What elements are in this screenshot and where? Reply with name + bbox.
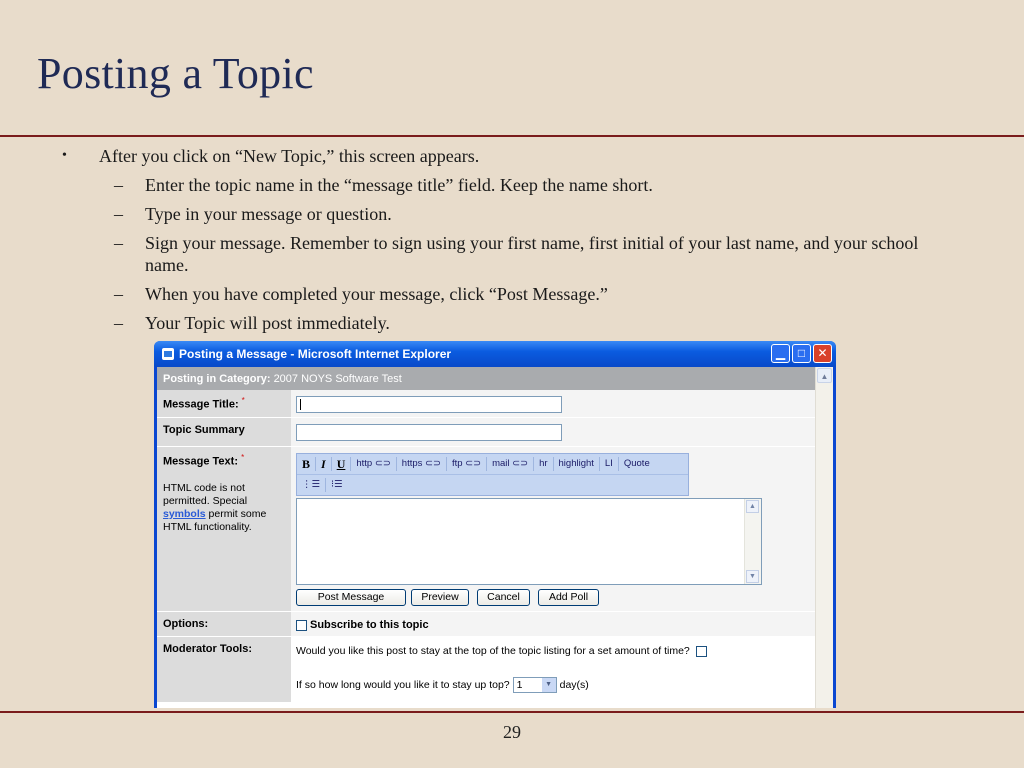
options-label: Options: bbox=[157, 612, 291, 636]
bullet-list bbox=[62, 145, 962, 341]
message-title-input[interactable] bbox=[296, 396, 562, 413]
message-text-label: Message Text: bbox=[163, 455, 238, 468]
sub-bullet-text: Type in your message or question. bbox=[145, 204, 392, 224]
category-bar bbox=[157, 367, 816, 390]
scroll-up-icon[interactable]: ▲ bbox=[746, 500, 759, 513]
message-title-row bbox=[157, 390, 816, 417]
link-icon: ⊂⊃ bbox=[425, 458, 441, 469]
options-row bbox=[157, 612, 816, 636]
minimize-button[interactable]: ▁ bbox=[771, 344, 790, 363]
scroll-down-icon[interactable]: ▼ bbox=[746, 570, 759, 583]
bullet-text: After you click on “New Topic,” this screen appears. bbox=[99, 146, 480, 166]
underline-button[interactable]: U bbox=[332, 457, 352, 471]
sub-bullet-text: When you have completed your message, click “Post Message.” bbox=[145, 284, 608, 304]
sub-bullet-item: – Type in your message or question. bbox=[114, 204, 392, 224]
bulleted-list-icon[interactable]: ⁝☰ bbox=[331, 479, 343, 490]
page-scrollbar[interactable] bbox=[815, 367, 833, 708]
page-number: 29 bbox=[503, 722, 521, 742]
textarea-scrollbar[interactable] bbox=[744, 499, 761, 584]
add-poll-button[interactable]: Add Poll bbox=[538, 589, 599, 606]
window-titlebar[interactable] bbox=[154, 341, 836, 367]
sub-bullet-item: – Enter the topic name in the “message title” field. Keep the name short. bbox=[114, 175, 653, 195]
sub-bullet-item: – Sign your message. Remember to sign using your first name, first initial of your last name, and your school name. bbox=[114, 233, 919, 275]
message-textarea[interactable] bbox=[296, 498, 762, 585]
symbols-link[interactable]: symbols bbox=[163, 507, 206, 520]
preview-button[interactable]: Preview bbox=[411, 589, 469, 606]
html-note: HTML code is not permitted. Special symbols permit some HTML functionality. bbox=[163, 481, 267, 533]
link-icon: ⊂⊃ bbox=[465, 458, 482, 469]
moderator-tools-row bbox=[157, 637, 816, 702]
http-link-button[interactable]: http ⊂⊃ bbox=[351, 457, 396, 471]
bullet-dot: • bbox=[62, 148, 67, 163]
category-value: 2007 NOYS Software Test bbox=[273, 372, 402, 385]
days-suffix: day(s) bbox=[559, 679, 589, 691]
days-select[interactable]: 1 ▼ bbox=[513, 677, 557, 693]
ie-page-icon bbox=[162, 348, 174, 360]
link-icon: ⊂⊃ bbox=[512, 458, 529, 469]
format-toolbar bbox=[296, 453, 689, 496]
subscribe-label: Subscribe to this topic bbox=[310, 619, 429, 631]
ftp-link-button[interactable]: ftp ⊂⊃ bbox=[447, 457, 487, 471]
stay-top-question: Would you like this post to stay at the top of the topic listing for a set amount of time? bbox=[296, 645, 690, 657]
page-viewport bbox=[157, 367, 833, 708]
highlight-button[interactable]: highlight bbox=[554, 457, 600, 471]
slide-title: Posting a Topic bbox=[37, 49, 314, 98]
numbered-list-icon[interactable]: ⋮☰ bbox=[297, 478, 326, 492]
li-button[interactable]: LI bbox=[600, 457, 619, 471]
browser-window bbox=[154, 341, 836, 708]
scroll-up-icon[interactable]: ▲ bbox=[817, 368, 832, 383]
moderator-tools-label: Moderator Tools: bbox=[157, 637, 291, 702]
bullet-item bbox=[62, 145, 962, 167]
sub-bullet-text: Your Topic will post immediately. bbox=[145, 313, 390, 333]
https-link-button[interactable]: https ⊂⊃ bbox=[397, 457, 447, 471]
close-button[interactable]: ✕ bbox=[813, 344, 832, 363]
link-icon: ⊂⊃ bbox=[374, 458, 391, 469]
topic-summary-input[interactable] bbox=[296, 424, 562, 441]
text-caret bbox=[300, 399, 301, 410]
stay-top-checkbox[interactable] bbox=[696, 646, 707, 657]
subscribe-checkbox[interactable] bbox=[296, 620, 307, 631]
message-title-label: Message Title: bbox=[163, 398, 239, 411]
maximize-button[interactable]: □ bbox=[792, 344, 811, 363]
sub-bullet-text: Sign your message. Remember to sign using your first name, first initial of your last name, and your school name. bbox=[145, 233, 919, 275]
top-divider bbox=[0, 135, 1024, 137]
window-title: Posting a Message - Microsoft Internet Explorer bbox=[179, 347, 452, 361]
quote-button[interactable]: Quote bbox=[623, 458, 650, 469]
bold-button[interactable]: B bbox=[297, 457, 316, 471]
post-form bbox=[157, 367, 816, 708]
category-label: Posting in Category: bbox=[163, 372, 271, 385]
bottom-divider bbox=[0, 711, 1024, 713]
chevron-down-icon: ▼ bbox=[542, 678, 556, 692]
sub-bullet-item: – Your Topic will post immediately. bbox=[114, 313, 390, 333]
hr-button[interactable]: hr bbox=[534, 457, 553, 471]
duration-question: If so how long would you like it to stay up top? bbox=[296, 679, 510, 691]
message-text-row bbox=[157, 447, 816, 611]
required-mark: * bbox=[241, 396, 245, 405]
topic-summary-label: Topic Summary bbox=[157, 418, 291, 446]
italic-button[interactable]: I bbox=[316, 457, 332, 471]
sub-bullet-item: – When you have completed your message, click “Post Message.” bbox=[114, 284, 608, 304]
required-mark: * bbox=[241, 453, 245, 462]
mail-link-button[interactable]: mail ⊂⊃ bbox=[487, 457, 534, 471]
sub-bullet-text: Enter the topic name in the “message title” field. Keep the name short. bbox=[145, 175, 653, 195]
post-message-button[interactable]: Post Message bbox=[296, 589, 406, 606]
cancel-button[interactable]: Cancel bbox=[477, 589, 530, 606]
topic-summary-row bbox=[157, 418, 816, 446]
